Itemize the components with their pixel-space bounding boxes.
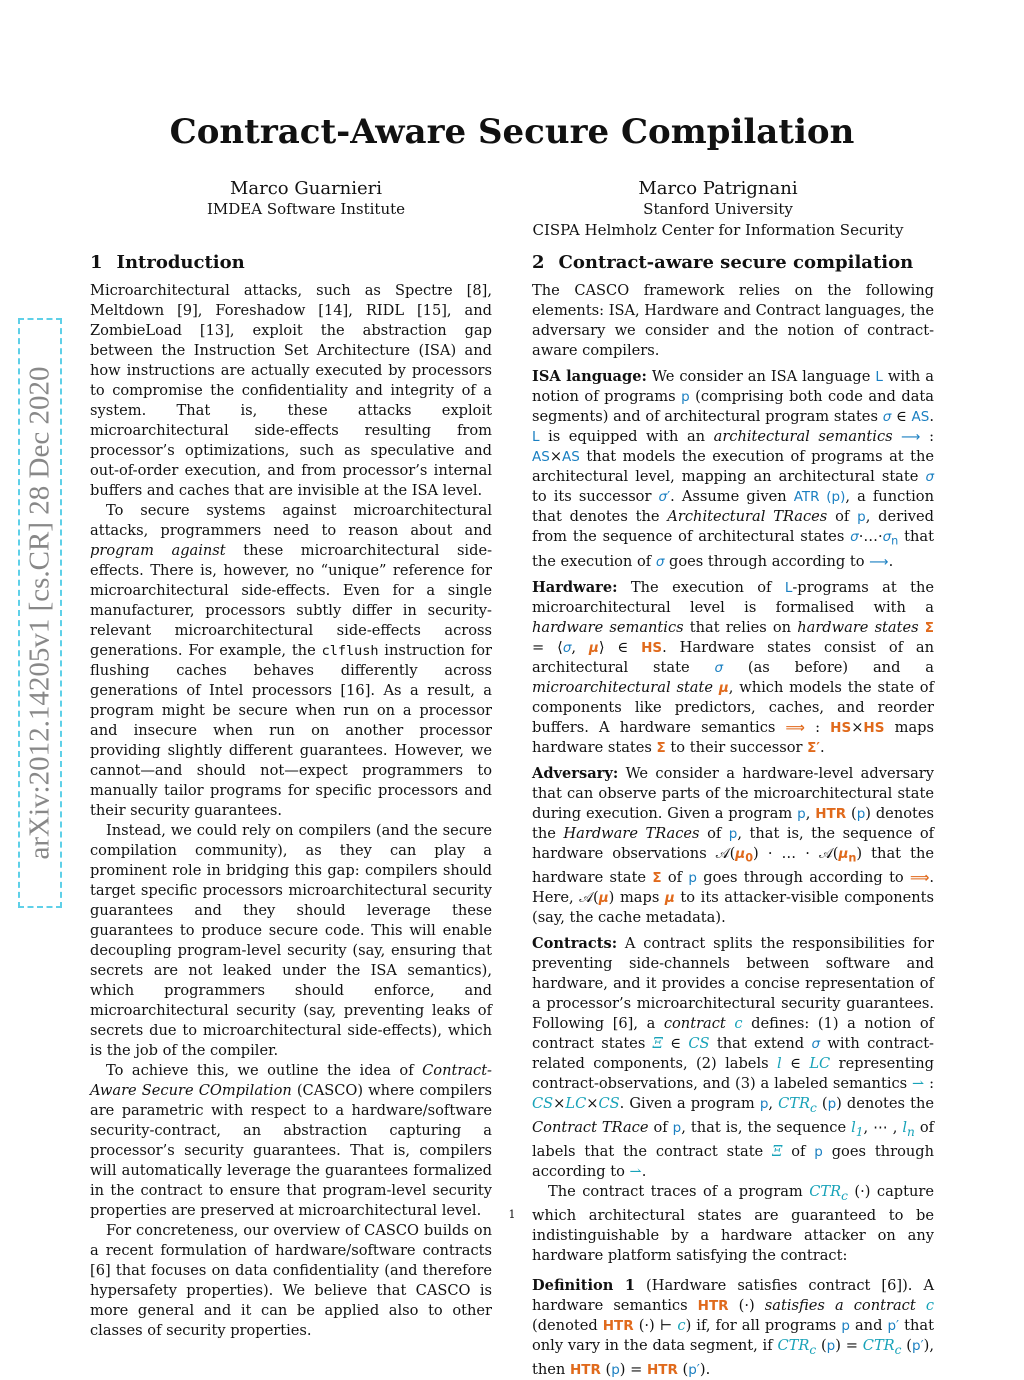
- paragraph-label: Hardware:: [532, 578, 618, 596]
- paragraph-label: Contracts:: [532, 935, 618, 953]
- paragraph: Adversary: We consider a hardware-level adversary that can observe parts of the microarchitectural state during execution. Given a program p, HTR (p) denotes the Hardware TRaces of p, that is, the sequence of hardware observations $𝒜(\mu_0)$ · … · $𝒜(\mu_n)$ that the hardware state Σ of p goes through according to ⟹. Here, 𝒜(μ) maps μ to its attacker-visible components (say, the cache metadata).: [532, 764, 935, 927]
- paragraph: Hardware: The execution of L-programs at the microarchitectural level is formalised with a hardware semantics that relies on hardware states Σ = ⟨σ, μ⟩ ∈ HS. Hardware states consist of an architectural state σ (as before) and a microarchitectural state μ, which models the state of components like predictors, caches, and reorder buffers. A hardware semantics ⟹ : HS×HS maps hardware states Σ to their successor Σ′.: [532, 578, 934, 756]
- author-affiliation: CISPA Helmholz Center for Information Security: [532, 221, 904, 239]
- paragraph-label: Definition 1: [532, 1277, 635, 1295]
- author-2: [518, 178, 918, 241]
- paragraph: Instead, we could rely on compilers (and the secure compilation community), as they can play a prominent role in bridging this gap: compilers should target specific processors microarchitectural security guarantees and they should leverage these guarantees to produce secure code. This will enable decoupling program-level security (say, ensuring that secrets are not leaked under the ISA semantics), which programmers should enforce, and microarchitectural security (say, preventing leaks of secrets due to microarchitectural side-effects), which is the job of the compiler.: [90, 822, 492, 1059]
- section-heading: 2 Contract-aware secure compilation: [532, 252, 914, 273]
- author-name: Marco Guarnieri: [229, 178, 383, 199]
- author-1: [156, 178, 456, 220]
- paragraph: ISA language: We consider an ISA language L with a notion of programs p (comprising both code and data segments) and of architectural program states σ ∈ AS. L is equipped with an architectural semantics ⟶ : AS×AS that models the execution of programs at the architectural level, mapping an architectural state σ to its successor σ′. Assume given ATR (p), a function that denotes the Architectural TRaces of p, derived from the sequence of architectural states $\sigma\cdot\dots\cdot\sigma_n$ that the execution of σ goes through according to ⟶.: [532, 368, 935, 570]
- paragraph: To secure systems against microarchitectural attacks, programmers need to reason about and program against these microarchitectural side-effects. There is, however, no “unique” reference for microarchitectural side-effects. Even for a single manufacturer, processors subtly differ in security-relevant microarchitectural side-effects across generations. For example, the clflush instruction for flushing caches behaves differently across generations of Intel processors [16]. As a result, a program might be secure when run on a processor and insecure when run on another processor providing slightly different guarantees. However, we cannot—and should not—expect programmers to manually tailor programs for specific processors and their security guarantees.: [90, 502, 493, 819]
- paragraph: To achieve this, we outline the idea of Contract-Aware Secure COmpilation (CASCO) where compilers are parametric with respect to a hardware/software security-contract, an abstraction capturing a processor’s security guarantees. That is, compilers will automatically leverage the guarantees formalized in the contract to ensure that program-level security properties are preserved at microarchitectural level.: [90, 1062, 492, 1219]
- paragraph: The contract traces of a program $CTR_c$ (·) capture which architectural states are guaranteed to be indistinguishable by a hardware attacker on any hardware platform satisfying the contract:: [532, 1183, 934, 1265]
- paragraph: For concreteness, our overview of CASCO builds on a recent formulation of hardware/software contracts [6] that focuses on data confidentiality (and therefore hypersafety properties). We believe that CASCO is more general and it can be applied also to other classes of security properties.: [90, 1222, 492, 1339]
- paragraph: Contracts: A contract splits the responsibilities for preventing side-channels between software and hardware, and it provides a concise representation of a processor’s microarchitectural security guarantees. Following [6], a contract c defines: (1) a notion of contract states Ξ ∈ CS that extend σ with contract-related components, (2) labels l ∈ LC representing contract-observations, and (3) a labeled semantics ⇀ : CS×LC×CS. Given a program p, $CTR_c$ (p) denotes the Contract TRace of p, that is, the sequence $l_1$, ⋯ , $l_n$ of labels that the contract state Ξ of p goes through according to ⇀.: [532, 935, 935, 1181]
- paper-title: Contract-Aware Secure Compilation: [169, 112, 855, 152]
- paragraph: The CASCO framework relies on the following elements: ISA, Hardware and Contract languages, the adversary we consider and the notion of contract-aware compilers.: [532, 282, 934, 359]
- author-name: Marco Patrignani: [638, 178, 798, 199]
- paragraph: Microarchitectural attacks, such as Spectre [8], Meltdown [9], Foreshadow [14], RIDL [15], and ZombieLoad [13], exploit the abstraction gap between the Instruction Set Architecture (ISA) and how instructions are actually executed by processors to compromise the confidentiality and integrity of a system. That is, these attacks exploit microarchitectural side-effects resulting from processor’s optimizations, such as speculative and out-of-order execution, and from processor’s internal buffers and caches that are invisible at the ISA level.: [90, 282, 492, 499]
- page-number: 1: [508, 1208, 516, 1221]
- left-column: [90, 252, 492, 1341]
- author-affiliation: IMDEA Software Institute: [206, 200, 406, 218]
- author-affiliation: Stanford University: [643, 200, 793, 218]
- arxiv-id: arXiv:2012.14205v1 [cs.CR] 28 Dec 2020: [23, 366, 56, 860]
- arxiv-stamp[interactable]: [18, 318, 62, 908]
- section-heading: 1 Introduction: [90, 252, 245, 273]
- paragraph-label: ISA language:: [532, 368, 647, 385]
- paragraph-label: Adversary:: [532, 764, 619, 782]
- definition: Definition 1 (Hardware satisfies contract [6]). A hardware semantics HTR (·) satisfies a contract c (denoted HTR (·) ⊢ c) if, for all programs p and p′ that only vary in the data segment, if $CTR_c$ $(p) = CTR_c$ (p′), then HTR (p) = HTR (p′).: [532, 1277, 934, 1378]
